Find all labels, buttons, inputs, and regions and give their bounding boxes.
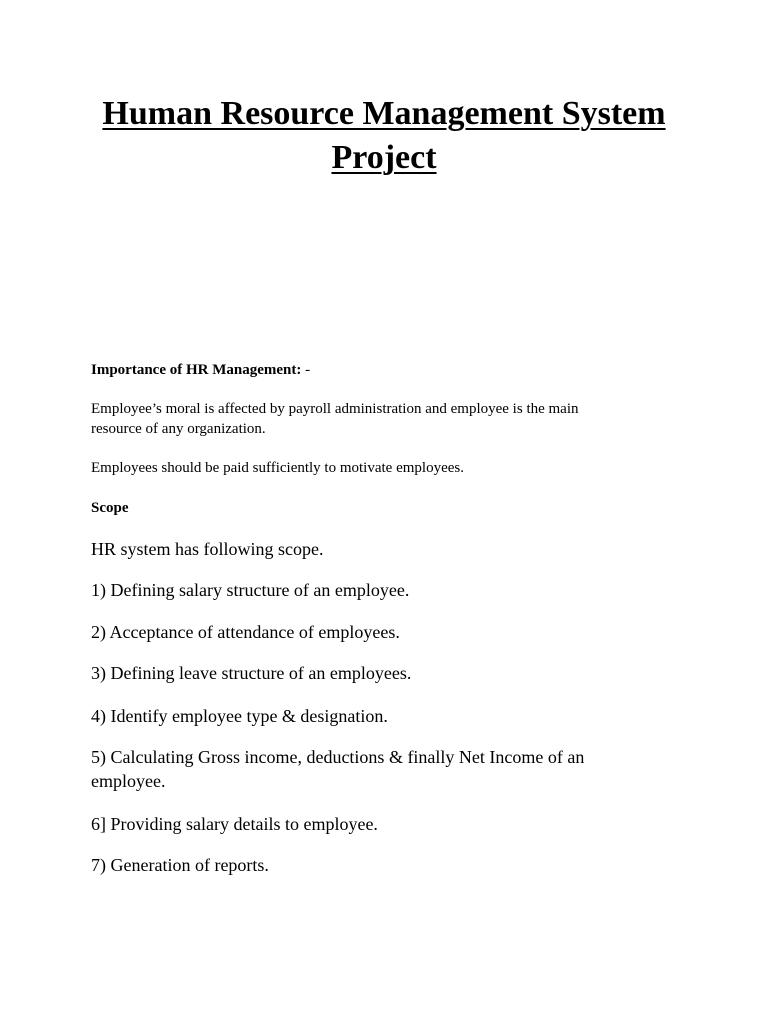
scope-item-4-block — [91, 704, 691, 728]
title-line-2: Project — [331, 139, 437, 176]
scope-item-3-block — [91, 661, 691, 685]
importance-paragraph-1 — [91, 399, 691, 439]
scope-item: 6] Providing salary details to employee. — [91, 814, 378, 834]
scope-intro: HR system has following scope. — [91, 539, 324, 559]
scope-section — [91, 498, 691, 518]
scope-item: 3) Defining leave structure of an employees. — [91, 663, 412, 683]
importance-heading-suffix: - — [301, 362, 311, 378]
scope-item: 5) Calculating Gross income, deductions & finally Net Income of an — [91, 747, 585, 767]
document-title — [40, 92, 728, 180]
importance-heading — [91, 360, 691, 380]
scope-item: 1) Defining salary structure of an employee. — [91, 580, 410, 600]
scope-heading: Scope — [91, 500, 129, 516]
importance-paragraph-2 — [91, 458, 691, 478]
paragraph-1-line-2: resource of any organization. — [91, 421, 266, 437]
paragraph-1-line-1: Employee’s moral is affected by payroll administration and employee is the main — [91, 401, 579, 417]
title-line-1: Human Resource Management System — [102, 95, 666, 132]
scope-item-continuation: employee. — [91, 771, 166, 791]
scope-intro-block — [91, 537, 691, 561]
scope-item-7-block — [91, 853, 691, 877]
scope-item-2-block — [91, 620, 691, 644]
importance-heading-text: Importance of HR Management: — [91, 362, 302, 378]
scope-item-1-block — [91, 578, 691, 602]
importance-section — [91, 360, 691, 380]
scope-item: 4) Identify employee type & designation. — [91, 706, 388, 726]
scope-item: 7) Generation of reports. — [91, 855, 269, 875]
scope-item-5-block — [91, 745, 691, 793]
scope-item: 2) Acceptance of attendance of employees. — [91, 622, 400, 642]
scope-item-6-block — [91, 812, 691, 836]
paragraph-2: Employees should be paid sufficiently to motivate employees. — [91, 460, 464, 476]
